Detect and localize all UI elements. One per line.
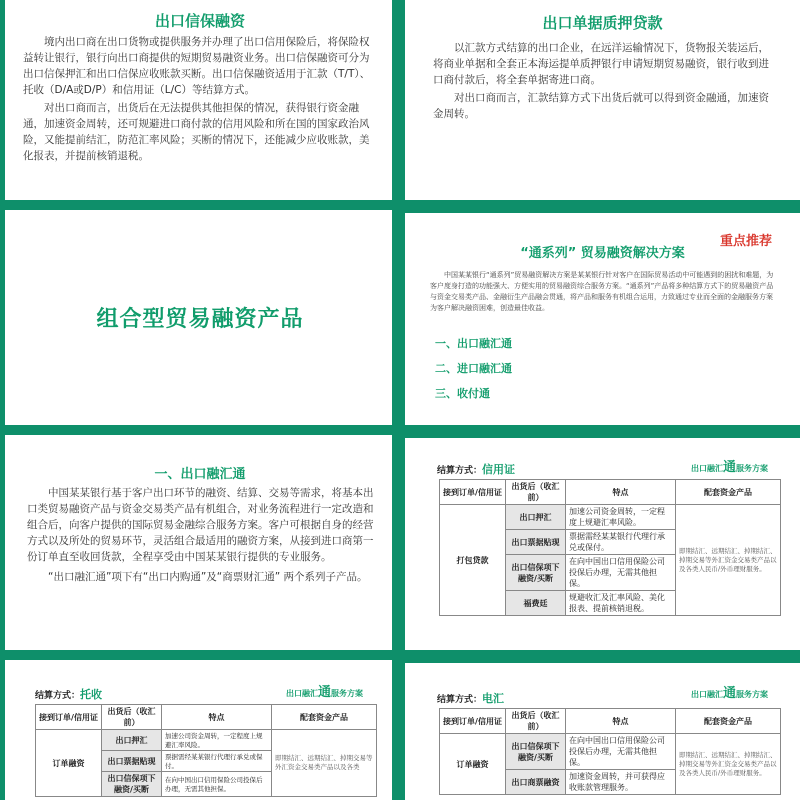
table-cell: 加速公司资金周转，一定程度上规避汇率风险。 (566, 505, 676, 530)
product-table (439, 479, 781, 616)
table-header: 出货后（收汇前） (506, 480, 566, 505)
paragraph: “出口融汇通”项下有“出口内购通”及“商票财汇通” 两个系列子产品。 (48, 571, 368, 583)
table-cell: 福费廷 (506, 591, 566, 616)
product-table (439, 708, 781, 795)
slide-body (433, 40, 778, 124)
slide-accent-bar (405, 210, 800, 213)
paragraph: 以汇款方式结算的出口企业，在远洋运输情况下，货物报关装运后，将商业单据和全套正本海运提单质押银行申请短期贸易融资，银行收到进口商付款后，将全套单据寄进口商。 (433, 42, 769, 86)
product-table (35, 704, 377, 797)
service-header (691, 682, 768, 701)
table-row (36, 730, 377, 751)
method-value: 电汇 (482, 692, 505, 705)
service-label: 服务方案 (331, 689, 363, 698)
list-item: 三、收付通 (435, 387, 490, 400)
table-cell: 打包贷款 (440, 505, 506, 616)
slide-combined-products[interactable] (5, 210, 395, 425)
service-label: 出口融汇 (690, 690, 723, 699)
paragraph: 对出口商而言，汇款结算方式下出货后就可以得到资金融通，加速资金周转。 (433, 92, 769, 120)
slide-title: 一、出口融汇通 (154, 467, 246, 482)
product-list (435, 335, 512, 410)
slide-export-rongtong[interactable] (5, 435, 395, 650)
table-cell: 出口信保项下融资/买断 (506, 555, 566, 591)
slide-body (23, 34, 378, 166)
table-header: 特点 (566, 709, 676, 734)
table-cell: 出口票据贴现 (102, 751, 162, 772)
table-cell: 即期结汇、远期结汇、掉期结汇、掉期交易等外汇资金交易类产品以及各类人民币/外币理财服务。 (676, 505, 781, 616)
table-cell: 在向中国出口信用保险公司投保后办理，无需其他担保。 (566, 555, 676, 591)
slide-title: “通系列” 贸易融资解决方案 (520, 246, 685, 261)
slide-accent-bar (392, 660, 395, 800)
slide-tong-series[interactable] (405, 210, 800, 425)
slide-accent-bar (405, 660, 800, 663)
method-value: 信用证 (482, 463, 516, 476)
service-emphasis: 通 (317, 685, 331, 700)
table-header: 配套资金产品 (676, 709, 781, 734)
method-label: 结算方式： (437, 695, 483, 705)
service-label: 出口融汇 (285, 689, 318, 698)
table-cell: 出口信保项下融资/买断 (102, 772, 162, 797)
table-header: 特点 (566, 480, 676, 505)
method-label: 结算方式： (437, 466, 483, 476)
list-item: 二、进口融汇通 (435, 362, 512, 375)
table-header: 出货后（收汇前） (506, 709, 566, 734)
method-header (35, 686, 102, 702)
table-cell: 出口信保项下融资/买断 (506, 734, 566, 770)
paragraph: 中国某某银行基于客户出口环节的融资、结算、交易等需求，将基本出口类贸易融资产品与资金交易类产品有机组合，对业务流程进行一定改造和组合后，向客户提供的国际贸易金融综合服务方案。客户可根据自身的经营方式以及所处的贸易环节，灵活组合最适用的融资方案，从接到进口商第一份订单直至收回货款，全程享受由中国某某银行提供的专业服务。 (27, 487, 374, 563)
table-header: 出货后（收汇前） (102, 705, 162, 730)
slide-body: 中国某某银行“通系列”贸易融资解决方案是某某银行针对客户在国际贸易活动中可能遇到的困扰和难题，为客户度身打造的功能强大、方便实用的贸易融资综合服务方案。“通系列”产品将多种结算方式下的贸易融资产品与资金交易类产品、金融衍生产品融会贯通，将产品和服务有机组合运用，力致通过专业而全面的金融服务方案为客户解决融资困难，创造最佳收益。 (430, 271, 774, 312)
slide-title: 组合型贸易融资产品 (96, 307, 304, 332)
service-emphasis: 通 (722, 460, 736, 475)
slide-export-document-pledge-loan[interactable] (405, 0, 800, 200)
table-cell: 票据需经某某银行代理行承兑或保付。 (162, 751, 272, 772)
slide-title: 出口单据质押贷款 (542, 14, 663, 32)
paragraph: 境内出口商在出口货物或提供服务并办理了出口信用保险后，将保险权益转让银行，银行向出口商提供的短期贸易融资业务。出口信保融资可分为出口信保押汇和出口信保应收账款买断。出口信保融资适用于汇款（T/T）、托收（D/A或D/P）和信用证（L/C）等结算方式。 (23, 36, 371, 96)
table-header: 接到订单/信用证 (36, 705, 102, 730)
service-header (286, 681, 363, 700)
slide-accent-bar (405, 435, 800, 438)
table-header: 接到订单/信用证 (440, 709, 506, 734)
slide-export-credit-insurance[interactable] (5, 0, 395, 200)
table-cell: 出口押汇 (506, 505, 566, 530)
table-cell: 订单融资 (440, 734, 506, 795)
table-cell: 出口商票融资 (506, 770, 566, 795)
table-cell: 票据需经某某银行代理行承兑或保付。 (566, 530, 676, 555)
method-label: 结算方式： (35, 691, 81, 701)
table-cell: 在向中国出口信用保险公司投保后办理，无需其他担保。 (162, 772, 272, 797)
method-header (437, 461, 515, 477)
method-header (437, 690, 504, 706)
table-header: 接到订单/信用证 (440, 480, 506, 505)
service-label: 服务方案 (736, 690, 768, 699)
table-cell: 即期结汇、远期结汇、掉期交易等外汇资金交易类产品以及各类 (272, 730, 377, 797)
table-row (440, 734, 781, 770)
table-header: 配套资金产品 (272, 705, 377, 730)
recommend-badge: 重点推荐 (719, 234, 772, 249)
table-cell: 出口押汇 (102, 730, 162, 751)
table-cell: 订单融资 (36, 730, 102, 797)
table-cell: 加速公司资金周转，一定程度上规避汇率风险。 (162, 730, 272, 751)
service-header (691, 456, 768, 475)
table-cell: 出口票据贴现 (506, 530, 566, 555)
table-cell: 加速资金周转，并可获得应收账款管理服务。 (566, 770, 676, 795)
table-cell: 规避收汇及汇率风险、美化报表、提前核销退税。 (566, 591, 676, 616)
slide-collection-table[interactable] (5, 660, 395, 800)
table-cell: 即期结汇、远期结汇、掉期结汇、掉期交易等外汇资金交易类产品以及各类人民币/外币理财服务。 (676, 734, 781, 795)
slide-body (27, 485, 377, 587)
service-label: 服务方案 (736, 464, 768, 473)
service-label: 出口融汇 (690, 464, 723, 473)
paragraph: 对出口商而言，出货后在无法提供其他担保的情况，获得银行资金融通，加速资金周转，还可规避进口商付款的信用风险和所在国的国家政治风险，又能提前结汇，防范汇率风险；买断的情况下，还能减少应收账款，美化报表，并提前核销退税。 (23, 102, 370, 162)
table-header: 配套资金产品 (676, 480, 781, 505)
service-emphasis: 通 (722, 686, 736, 701)
slide-lc-table[interactable] (405, 435, 800, 650)
table-row (440, 505, 781, 530)
slide-title: 出口信保融资 (154, 12, 245, 30)
table-cell: 在向中国出口信用保险公司投保后办理，无需其他担保。 (566, 734, 676, 770)
table-header: 特点 (162, 705, 272, 730)
list-item: 一、出口融汇通 (435, 337, 512, 350)
slide-tt-table[interactable] (405, 660, 800, 800)
method-value: 托收 (80, 688, 103, 701)
